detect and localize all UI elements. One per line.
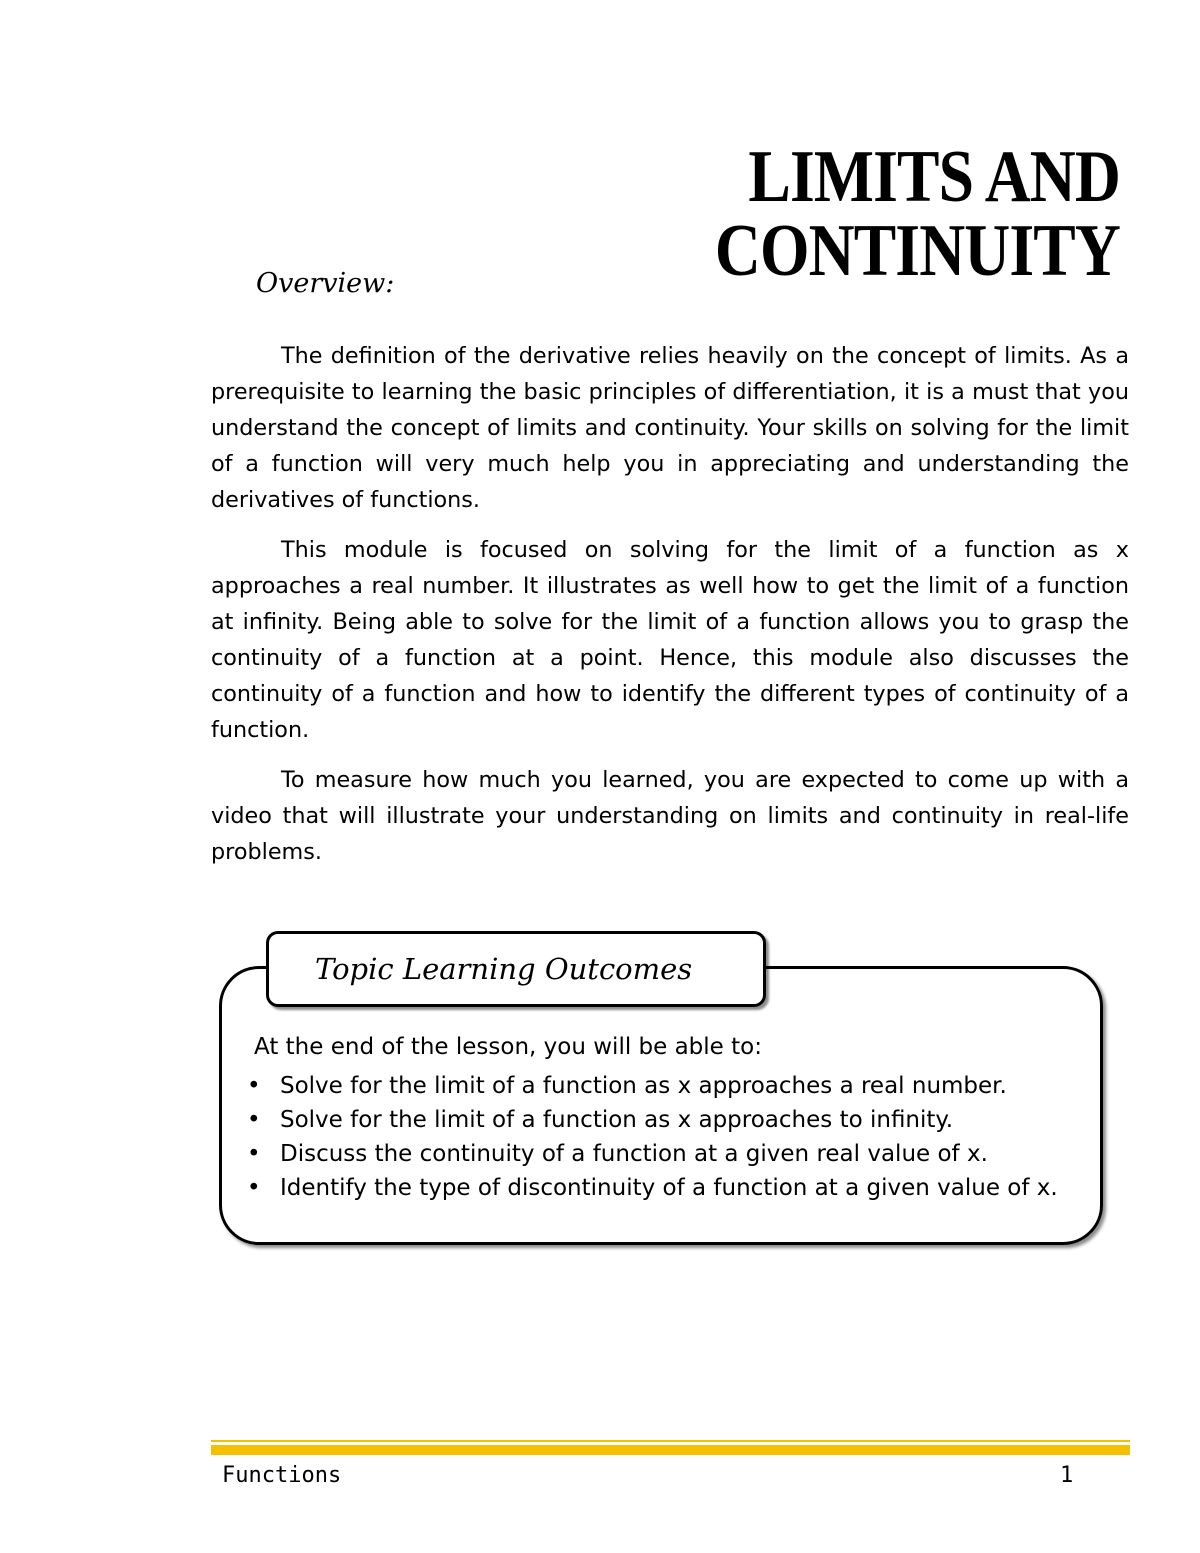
footer-page-number: 1 (1060, 1463, 1074, 1488)
learning-outcomes-list (244, 1069, 1058, 1205)
overview-heading: Overview: (256, 268, 395, 299)
overview-paragraph-3: To measure how much you learned, you are expected to come up with a video that will illustrate your understanding on limits and continuity in real-life problems. (211, 767, 1129, 865)
list-item (244, 1171, 1058, 1205)
learning-outcomes-tab (266, 931, 766, 1007)
footer-divider-thick (211, 1445, 1130, 1455)
overview-paragraph-1: The definition of the derivative relies heavily on the concept of limits. As a prerequisite to learning the basic principles of differentiation, it is a must that you understand the concept of limits and continuity. Your skills on solving for the limit of a function will very much help you in appreciating and understanding the derivatives of functions. (211, 343, 1129, 513)
outcome-text: Identify the type of discontinuity of a function at a given value of x. (280, 1175, 1058, 1201)
outcome-text: Solve for the limit of a function as x approaches to infinity. (280, 1107, 954, 1133)
page-title: LIMITS AND CONTINUITY (714, 136, 1120, 292)
bullet-icon: • (247, 1073, 261, 1099)
overview-paragraph-2: This module is focused on solving for the limit of a function as x approaches a real number. It illustrates as well how to get the limit of a function at infinity. Being able to solve for the limit of a function allows you to grasp the continuity of a function at a point. Hence, this module also discusses the continuity of a function and how to identify the different types of continuity of a function. (211, 537, 1129, 743)
overview-body (211, 338, 1129, 884)
outcome-text: Solve for the limit of a function as x approaches a real number. (280, 1073, 1007, 1099)
learning-outcomes-heading: Topic Learning Outcomes (315, 952, 693, 986)
footer-section-name: Functions (222, 1463, 342, 1488)
bullet-icon: • (247, 1107, 261, 1133)
bullet-icon: • (247, 1175, 261, 1201)
bullet-icon: • (247, 1141, 261, 1167)
list-item (244, 1103, 1058, 1137)
learning-outcomes-intro: At the end of the lesson, you will be able to: (254, 1034, 762, 1060)
list-item (244, 1137, 1058, 1171)
footer-divider-thin (211, 1440, 1130, 1442)
list-item (244, 1069, 1058, 1103)
outcome-text: Discuss the continuity of a function at a given real value of x. (280, 1141, 988, 1167)
